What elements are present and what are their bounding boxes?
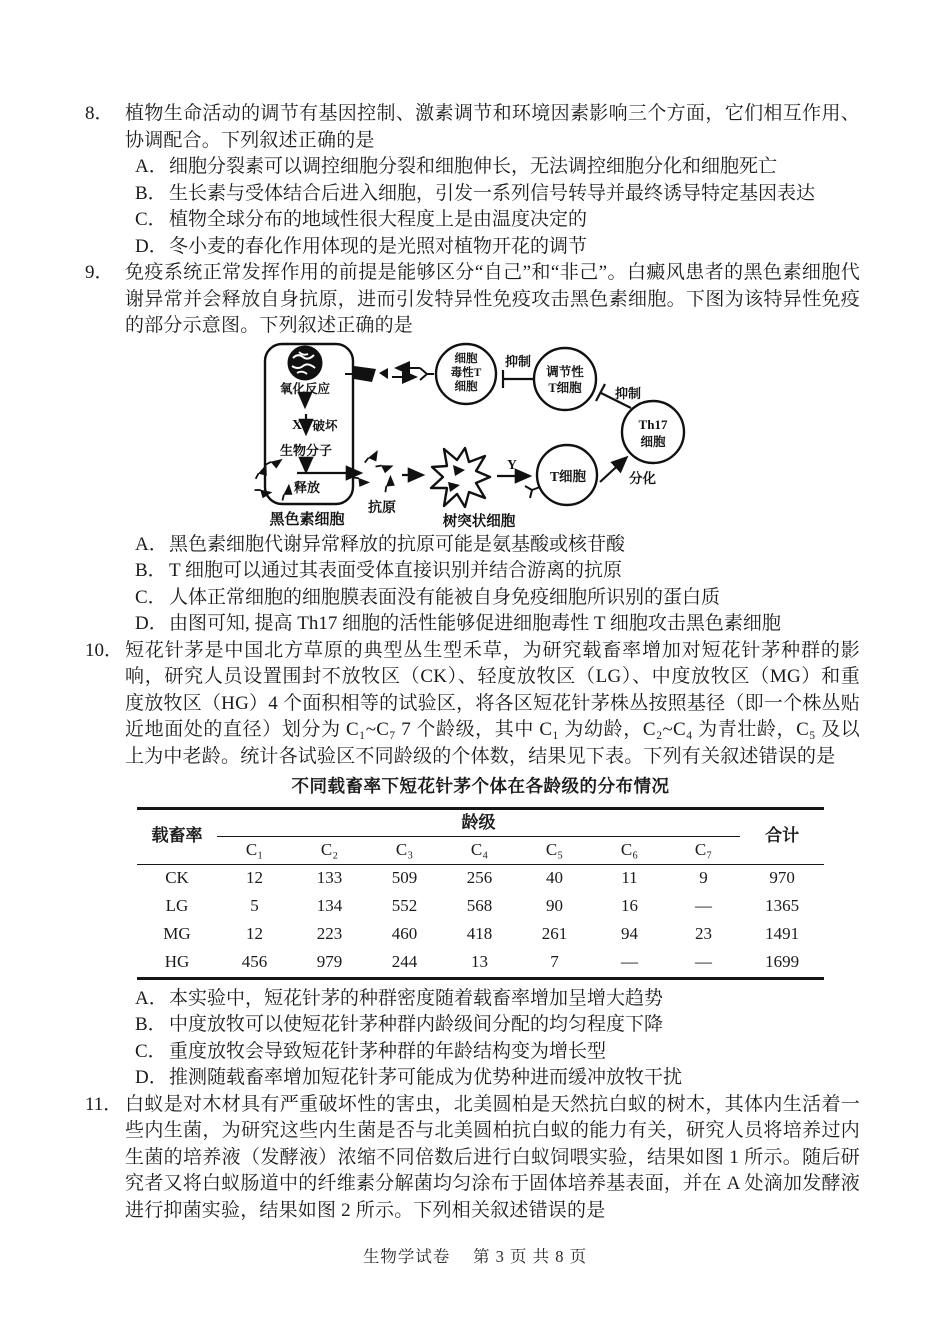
svg-text:抑制: 抑制 [614, 385, 642, 401]
option-text: 生长素与受体结合后进入细胞，引发一系列信号转导并最终诱导特定基因表达 [169, 182, 816, 204]
col-group-age-class: 龄级 [217, 808, 740, 837]
destroy-label: 破坏 [312, 418, 338, 433]
option-text: 冬小麦的春化作用体现的是光照对植物开花的调节 [169, 235, 588, 257]
question-11-stem: 白蚁是对木材具有严重破坏性的害虫，北美圆柏是天然抗白蚁的树木，其体内生活着一些内生菌，为研究这些内生菌是否与北美圆柏抗白蚁的能力有关，研究人员将培养过内生菌的培养液（发酵液）浓缩不同倍数后进行白蚁饲喂实验，结果如图 1 所示。随后研究者又将白蚁肠道中的纤维素分解菌均匀涂布于固体培养基表面，并在 A 处滴加发酵液进行抑菌实验，结果如图 2 所示。下列相关叙述错误的是 [125, 1093, 860, 1221]
svg-text:T细胞: T细胞 [548, 380, 582, 395]
distribution-table-block [137, 773, 824, 980]
regulatory-t-cell [534, 348, 596, 410]
question-9 [85, 260, 866, 638]
col-header-c7: C₇ [667, 837, 740, 865]
question-8-number: 8． [85, 103, 114, 124]
question-11 [85, 1092, 866, 1225]
question-11-number: 11． [85, 1093, 123, 1115]
cytotoxic-t-cell [420, 344, 496, 404]
reversible-arrows [392, 368, 420, 377]
t-cell [525, 445, 597, 505]
question-8-option-a [135, 154, 860, 181]
table-row-ck: CK 12 133 509 256 40 11 9 970 [165, 868, 795, 888]
antigen-cluster [352, 450, 397, 493]
option-text: 本实验中，短花针茅的种群密度随着载畜率增加呈增大趋势 [169, 987, 664, 1009]
svg-text:细胞: 细胞 [454, 380, 478, 393]
inhibit-reg-to-cytotoxic [503, 354, 534, 388]
distribution-table [137, 807, 824, 980]
option-text: T 细胞可以通过其表面受体直接识别并结合游离的抗原 [169, 560, 623, 581]
question-10-option-a [135, 986, 860, 1013]
question-10-option-d [135, 1065, 860, 1092]
melanocyte-cell [252, 344, 353, 528]
option-label: D． [135, 613, 168, 634]
tcr-receptor-icon [525, 486, 540, 498]
option-text: 中度放牧可以使短花针茅种群内龄级间分配的均匀程度下降 [169, 1014, 664, 1035]
question-10-number: 10． [85, 639, 124, 661]
svg-text:细胞: 细胞 [640, 434, 666, 449]
question-11-body [125, 1092, 866, 1225]
question-10-stem: 短花针茅是中国北方草原的典型丛生型禾草，为研究载畜率增加对短花针茅种群的影响，研究人员设置围封不放牧区（CK）、轻度放牧区（LG）、中度放牧区（MG）和重度放牧区（HG）4 个面积相等的试验区，将各区短花针茅株丛按照基径（即一个株丛贴近地面处的直径）划分为 C₁~C₇ 7 个龄级，其中 C₁ 为幼龄，C₂~C₄ 为青壮龄，C₅ 及以上为中老龄。统计各试验区不同龄级的个体数，结果见下表。下列有关叙述错误的是 [125, 639, 860, 767]
question-9-option-a [135, 532, 860, 559]
question-10-option-c [135, 1039, 860, 1066]
option-label: B． [135, 182, 167, 204]
dendritic-cell [431, 448, 516, 530]
option-label: B． [135, 560, 167, 581]
question-9-body [125, 260, 866, 638]
option-label: C． [135, 586, 167, 608]
option-label: B． [135, 1014, 167, 1035]
question-10 [85, 638, 866, 1092]
option-label: A． [135, 156, 168, 177]
biomolecule-label: 生物分子 [279, 442, 333, 458]
svg-text:Th17: Th17 [638, 416, 668, 432]
question-8-option-c [135, 207, 860, 234]
svg-text:T细胞: T细胞 [549, 468, 587, 484]
svg-text:毒性T: 毒性T [450, 366, 482, 379]
table-row-hg: HG 456 979 244 13 7 — — 1699 [164, 952, 800, 972]
table-row-mg: MG 12 223 460 418 261 94 23 1491 [163, 924, 800, 944]
question-8-stem: 植物生命活动的调节有基因控制、激素调节和环境因素影响三个方面，它们相互作用、协调配合。下列叙述正确的是 [125, 103, 860, 151]
svg-text:抑制: 抑制 [504, 353, 532, 369]
question-9-stem: 免疫系统正常发挥作用的前提是能够区分“自己”和“非己”。白癜风患者的黑色素细胞代谢异常并会释放自身抗原，进而引发特异性免疫攻击黑色素细胞。下图为该特异性免疫的部分示意图。下列叙述正确的是 [125, 262, 860, 336]
svg-text:分化: 分化 [629, 470, 656, 486]
question-8 [85, 101, 866, 260]
option-text: 重度放牧会导致短花针茅种群的年龄结构变为增长型 [169, 1040, 607, 1062]
question-9-option-d [135, 611, 860, 638]
page-footer: 生物学试卷 第 3 页 共 8 页 [362, 1247, 588, 1266]
oxidation-label: 氧化反应 [279, 381, 331, 396]
question-9-number: 9． [85, 262, 114, 283]
question-8-option-d [135, 234, 860, 261]
melanocyte-label: 黑色素细胞 [269, 511, 345, 528]
table-title: 不同载畜率下短花针茅个体在各龄级的分布情况 [291, 776, 670, 796]
svg-text:细胞: 细胞 [454, 352, 478, 365]
th17-cell [622, 401, 684, 463]
question-9-option-c [135, 585, 860, 612]
col-header-c4: C₄ [442, 837, 517, 865]
tcr-receptor-icon [420, 368, 434, 380]
release-label: 释放 [293, 479, 321, 495]
col-header-total: 合计 [740, 808, 824, 864]
option-text: 由图可知, 提高 Th17 细胞的活性能够促进细胞毒性 T 细胞攻击黑色素细胞 [169, 613, 781, 634]
table-row-lg: LG 5 134 552 568 90 16 — 1365 [165, 896, 800, 916]
question-8-option-b [135, 181, 860, 208]
antigen-label: 抗原 [368, 500, 396, 516]
y-label: Y [507, 456, 517, 472]
option-label: D． [135, 235, 168, 257]
option-label: C． [135, 209, 167, 230]
option-text: 细胞分裂素可以调控细胞分裂和细胞伸长，无法调控细胞分化和细胞死亡 [169, 156, 778, 177]
col-header-c1: C₁ [217, 837, 292, 865]
immune-response-diagram [250, 340, 702, 532]
option-label: D． [135, 1067, 168, 1088]
option-label: A． [135, 987, 168, 1009]
x-label: X [291, 417, 303, 433]
option-text: 推测随载畜率增加短花针茅可能成为优势种进而缓冲放牧干扰 [169, 1067, 683, 1088]
option-text: 人体正常细胞的细胞膜表面没有能被自身免疫细胞所识别的蛋白质 [169, 586, 721, 608]
question-10-body [125, 638, 866, 1092]
melanin-granule [289, 346, 322, 379]
option-text: 植物全球分布的地域性很大程度上是由温度决定的 [169, 209, 588, 230]
col-header-c5: C₅ [517, 837, 592, 865]
option-text: 黑色素细胞代谢异常释放的抗原可能是氨基酸或核苷酸 [169, 533, 626, 555]
svg-text:调节性: 调节性 [546, 364, 584, 379]
col-header-stocking-rate: 载畜率 [137, 808, 217, 864]
col-header-c6: C₆ [592, 837, 667, 865]
dendritic-cell-label: 树突状细胞 [442, 513, 516, 530]
col-header-c3: C₃ [367, 837, 442, 865]
option-label: A． [135, 533, 168, 555]
inhibit-th17-to-reg [596, 384, 641, 408]
question-10-option-b [135, 1012, 860, 1039]
question-9-option-b [135, 558, 860, 585]
col-header-c2: C₂ [292, 837, 367, 865]
question-8-body [125, 101, 866, 260]
option-label: C． [135, 1040, 167, 1062]
